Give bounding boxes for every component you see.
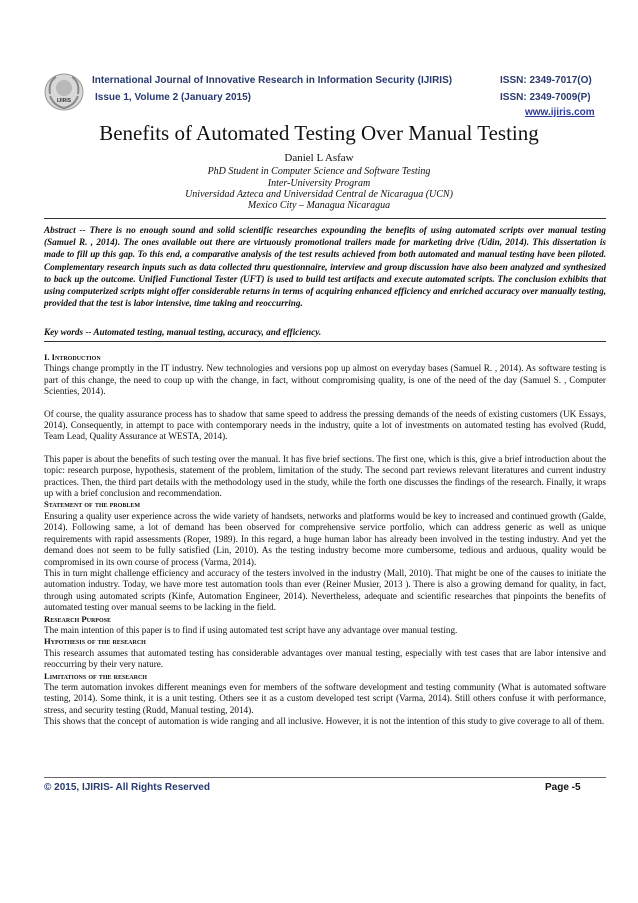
author-name: Daniel L Asfaw: [284, 152, 354, 164]
paragraph: Ensuring a quality user experience across the wide variety of handsets, networks and platforms would be key to increased and continued growth (Galde, 2014). Following same, a lot of demand has been observed for comprehensive service portfolio, which can address generic as well as unique requirements with rapid assessments (Roper, 1989). In this regard, a huge human labor has already been involved in the testing industry. And yet the demand does not seem to be fully satisfied (Lin, 2010). As the testing industry become more cumbersome, tedious and arduous, quality would be compromised in its own course of process (Varma, 2014).: [44, 510, 606, 567]
section-heading: I. Introduction: [44, 352, 101, 362]
section-heading: Statement of the problem: [44, 499, 141, 510]
affiliation-line: Inter-University Program: [267, 178, 371, 189]
journal-issue: Issue 1, Volume 2 (January 2015): [95, 92, 252, 103]
page-number: Page -5: [545, 782, 581, 793]
paragraph: The main intention of this paper is to find if using automated test script have any advantage over manual testing.: [44, 624, 458, 635]
paragraph: This in turn might challenge efficiency and accuracy of the testers involved in the industry (Mall, 2010). That might be one of the causes to initiate the automation industry. Today, we have more test automation tools than ever (Reiner Musier, 2013 ). There is also a growing demand for quality, in fact, through using automated scripts (Kinfe, Automation Engineer, 2014). Nevertheless, adequate and scientific researches that pinpoints the benefits of automated testing over manual seems to be lacking in the field.: [44, 567, 606, 613]
journal-header: [40, 70, 605, 120]
footer-copyright: © 2015, IJIRIS- All Rights Reserved: [44, 782, 210, 793]
paragraph: This research assumes that automated testing has considerable advantages over manual testing, especially with test cases that are labor intensive and reoccurring by their very nature.: [44, 647, 606, 670]
section-heading: Hypothesis of the research: [44, 636, 146, 647]
divider: [44, 341, 606, 342]
affiliation-line: Universidad Azteca and Universidad Central de Nicaragua (UCN): [185, 189, 453, 200]
affiliation-line: PhD Student in Computer Science and Software Testing: [207, 166, 431, 177]
keywords: Key words -- Automated testing, manual testing, accuracy, and efficiency.: [44, 327, 322, 337]
journal-website-link[interactable]: www.ijiris.com: [525, 107, 595, 118]
section-heading: Research Purpose: [44, 613, 111, 624]
paper-title: Benefits of Automated Testing Over Manual Testing: [99, 121, 539, 145]
divider: [44, 218, 606, 219]
issn-online: ISSN: 2349-7017(O): [500, 75, 592, 86]
abstract: Abstract -- There is no enough sound and solid scientific researches expounding the benefits of using automated scripts over manual testing (Samuel R. , 2014). The ones available out there are virtuously promotional trailers made for marketing drive (Udin, 2014). This dissertation is made to fill up this gap. To this end, a comparative analysis of the test results achieved from both automated and manual testing have been piloted. Complementary research inputs such as data collected thru questionnaire, interview and group discussion have also been analyzed and synthesized to back up the outcome. Unified Functional Tester (UFT) is used to build test artifacts and execute automated scripts. The conclusion exhibits that using computerized scripts might offer considerable returns in terms of acquiring enhanced efficiency and enriched accuracy over manually testing, provided that the test is labor intensive, time taking and reoccurring.: [44, 225, 606, 309]
paragraph: Things change promptly in the IT industry. New technologies and versions pop up almost on everyday bases (Samuel R. , 2014). As software testing is part of this change, the need to coup up with the change, in fact, without compromising quality, is one of the need of the day (Samuel S. , Computer Scienties, 2014).: [44, 363, 606, 397]
journal-name: International Journal of Innovative Research in Information Security (IJIRIS): [92, 75, 453, 86]
paragraph: The term automation invokes different meanings even for members of the software development and testing community (What is automated software testing, 2014). Some think, it is a unit testing. Others see it as a custom developed test script (Varma, 2014). Still others confuse it with performance, stress, and security testing (Rudd, Manual testing, 2014).: [44, 681, 606, 715]
journal-logo: [42, 72, 86, 112]
affiliation-line: Mexico City – Managua Nicaragua: [247, 200, 391, 211]
paragraph: Of course, the quality assurance process has to shadow that same speed to address the pressing demands of the needs of existing customers (UK Essays, 2014). Consequently, in attempt to pace with contemporary needs in the industry, quite a lot of investments on automated testing has evolved (Rudd, Team Lead, Quality Assurance at WESTA, 2014).: [44, 408, 606, 442]
logo-text: IJIRIS: [57, 98, 71, 104]
issn-print: ISSN: 2349-7009(P): [500, 92, 591, 103]
body-section: [44, 352, 606, 728]
section-heading: Limitations of the research: [44, 670, 147, 681]
footer-divider: [44, 777, 606, 778]
paragraph: This paper is about the benefits of such testing over the manual. It has five brief sections. The first one, which is this, give a brief introduction about the topic: research purpose, hypothesis, statement of the problem, limitation of the study. The second part reviews relevant literatures and current industry practices. Then, the third part details with the methodology used in the study, while the forth one discusses the findings of the research. Finally, it wraps up with a brief conclusion and recommendation.: [44, 453, 606, 499]
paragraph: This shows that the concept of automation is wide ranging and all inclusive. However, it is not the intention of this study to give coverage to all of them.: [44, 716, 605, 727]
